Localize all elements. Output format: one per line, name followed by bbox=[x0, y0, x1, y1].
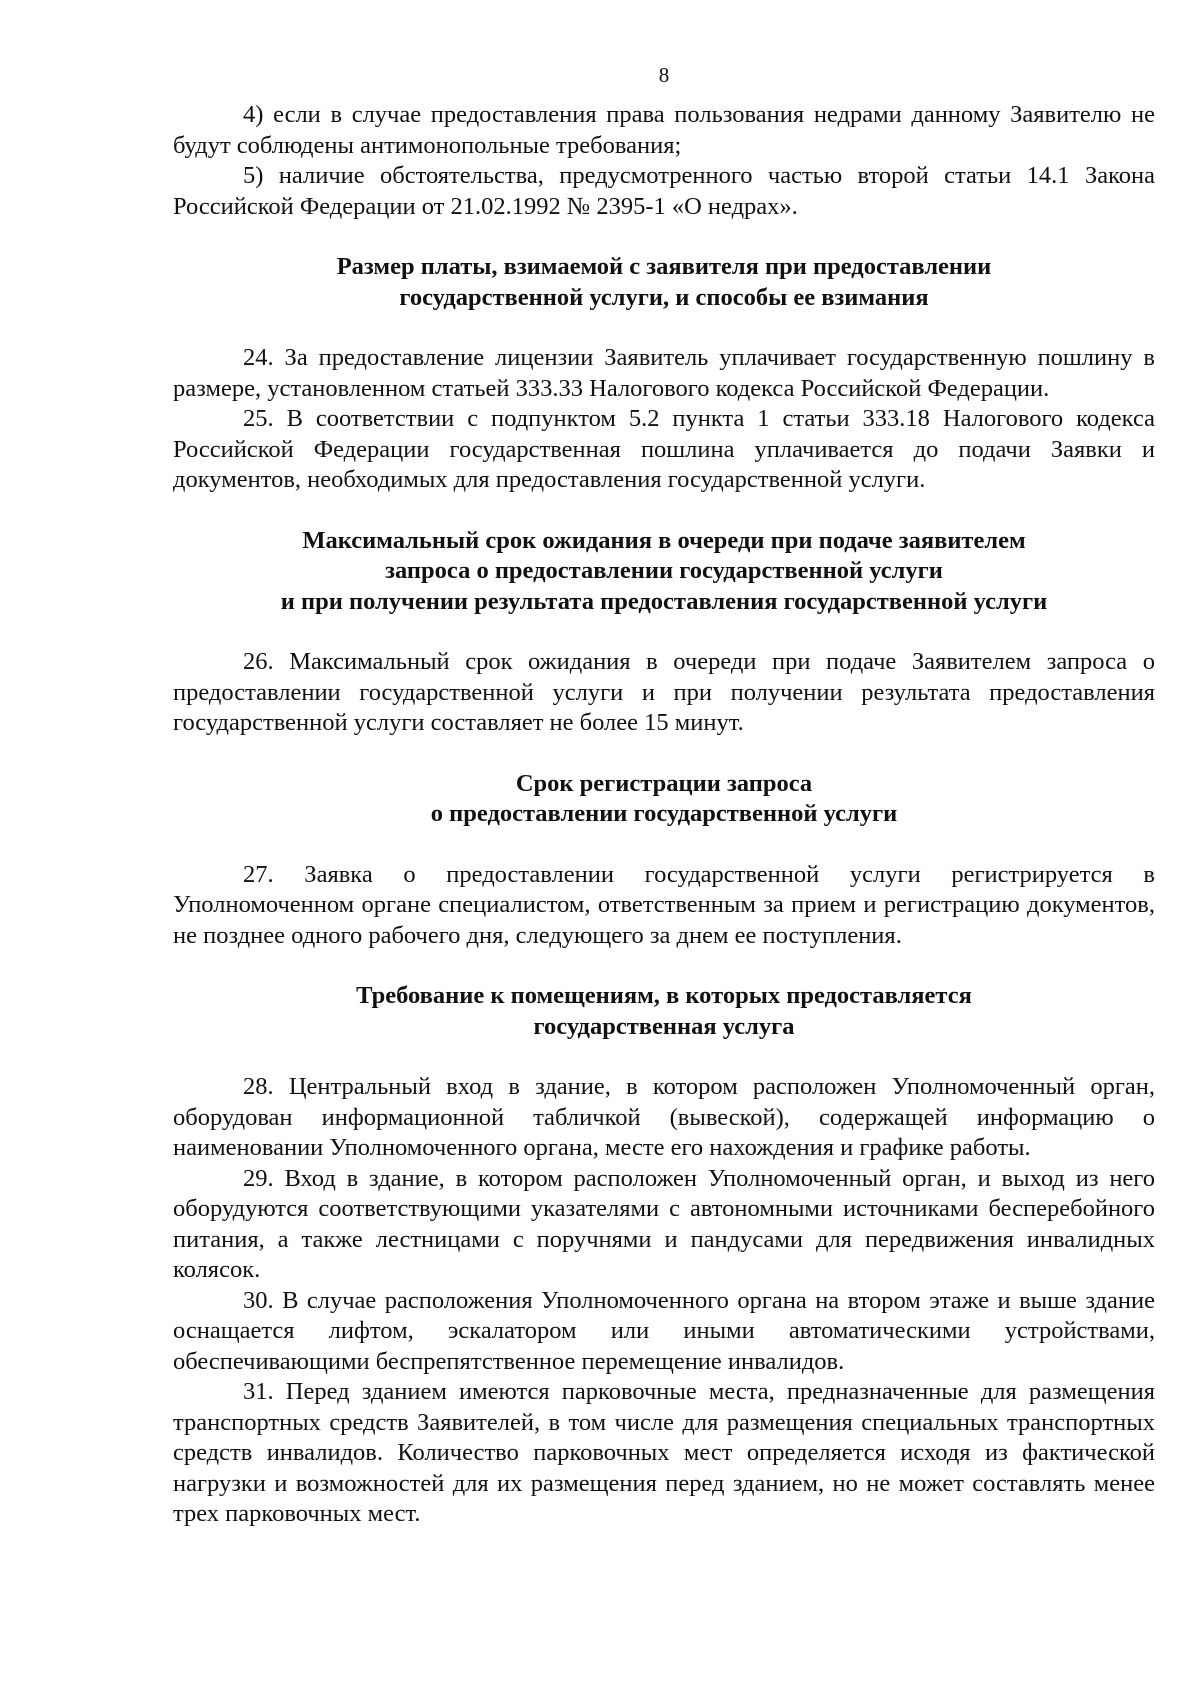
paragraph-28: 28. Центральный вход в здание, в котором расположен Уполномоченный орган, оборудован информационной табличкой (вывеской), содержащей информацию о наименовании Уполномоченного органа, месте его нахождения и графике работы. bbox=[173, 1073, 1155, 1161]
paragraph-30: 30. В случае расположения Уполномоченного органа на втором этаже и выше здание оснащается лифтом, эскалатором или иными автоматическими устройствами, обеспечивающими беспрепятственное перемещение инвалидов. bbox=[173, 1286, 1155, 1375]
paragraph-24: 24. За предоставление лицензии Заявитель уплачивает государственную пошлину в размере, установленном статьей 333.33 Налогового кодекса Российской Федерации. bbox=[173, 344, 1155, 402]
paragraph-31: 31. Перед зданием имеются парковочные места, предназначенные для размещения транспортных средств Заявителей, в том числе для размещения специальных транспортных средств инвалидов. Количество парковочных мест определяется исходя из фактической нагрузки и возможностей для их размещения перед зданием, но не может составлять менее трех парковочных мест. bbox=[173, 1378, 1155, 1527]
paragraph-item-5: 5) наличие обстоятельства, предусмотренного частью второй статьи 14.1 Закона Российской Федерации от 21.02.1992 № 2395-1 «О недрах». bbox=[173, 162, 1155, 220]
section-heading-premises bbox=[173, 981, 1155, 1042]
section-heading-registration bbox=[173, 769, 1155, 830]
heading-line: о предоставлении государственной услуги bbox=[430, 800, 898, 827]
paragraph-29: 29. Вход в здание, в котором расположен Уполномоченный орган, и выход из него оборудуются соответствующими указателями с автономными источниками бесперебойного питания, а также лестницами с поручнями и пандусами для передвижения инвалидных колясок. bbox=[173, 1164, 1155, 1283]
heading-line: запроса о предоставлении государственной услуги bbox=[385, 557, 943, 584]
heading-line: Размер платы, взимаемой с заявителя при предоставлении bbox=[336, 253, 992, 280]
paragraph-25: 25. В соответствии с подпунктом 5.2 пункта 1 статьи 333.18 Налогового кодекса Российской Федерации государственная пошлина уплачивается до подачи Заявки и документов, необходимых для предоставления государственной услуги. bbox=[173, 405, 1155, 493]
document-page bbox=[173, 60, 1155, 1530]
page-number: 8 bbox=[658, 63, 670, 87]
section-heading-fee bbox=[173, 252, 1155, 313]
paragraph-item-4: 4) если в случае предоставления права пользования недрами данному Заявителю не будут соблюдены антимонопольные требования; bbox=[173, 101, 1155, 159]
heading-line: Максимальный срок ожидания в очереди при подаче заявителем bbox=[302, 526, 1026, 554]
heading-line: государственной услуги, и способы ее взимания bbox=[399, 283, 929, 311]
heading-line: Срок регистрации запроса bbox=[515, 769, 813, 797]
heading-line: и при получении результата предоставления государственной услуги bbox=[280, 587, 1048, 615]
heading-line: Требование к помещениям, в которых предоставляется bbox=[356, 982, 972, 1009]
section-heading-waiting-time bbox=[173, 526, 1155, 618]
paragraph-27: 27. Заявка о предоставлении государственной услуги регистрируется в Уполномоченном органе специалистом, ответственным за прием и регистрацию документов, не позднее одного рабочего дня, следующего за днем ее поступления. bbox=[173, 860, 1155, 949]
heading-line: государственная услуга bbox=[533, 1012, 795, 1040]
paragraph-26: 26. Максимальный срок ожидания в очереди при подаче Заявителем запроса о предоставлении государственной услуги и при получении результата предоставления государственной услуги составляет не более 15 минут. bbox=[173, 648, 1155, 736]
